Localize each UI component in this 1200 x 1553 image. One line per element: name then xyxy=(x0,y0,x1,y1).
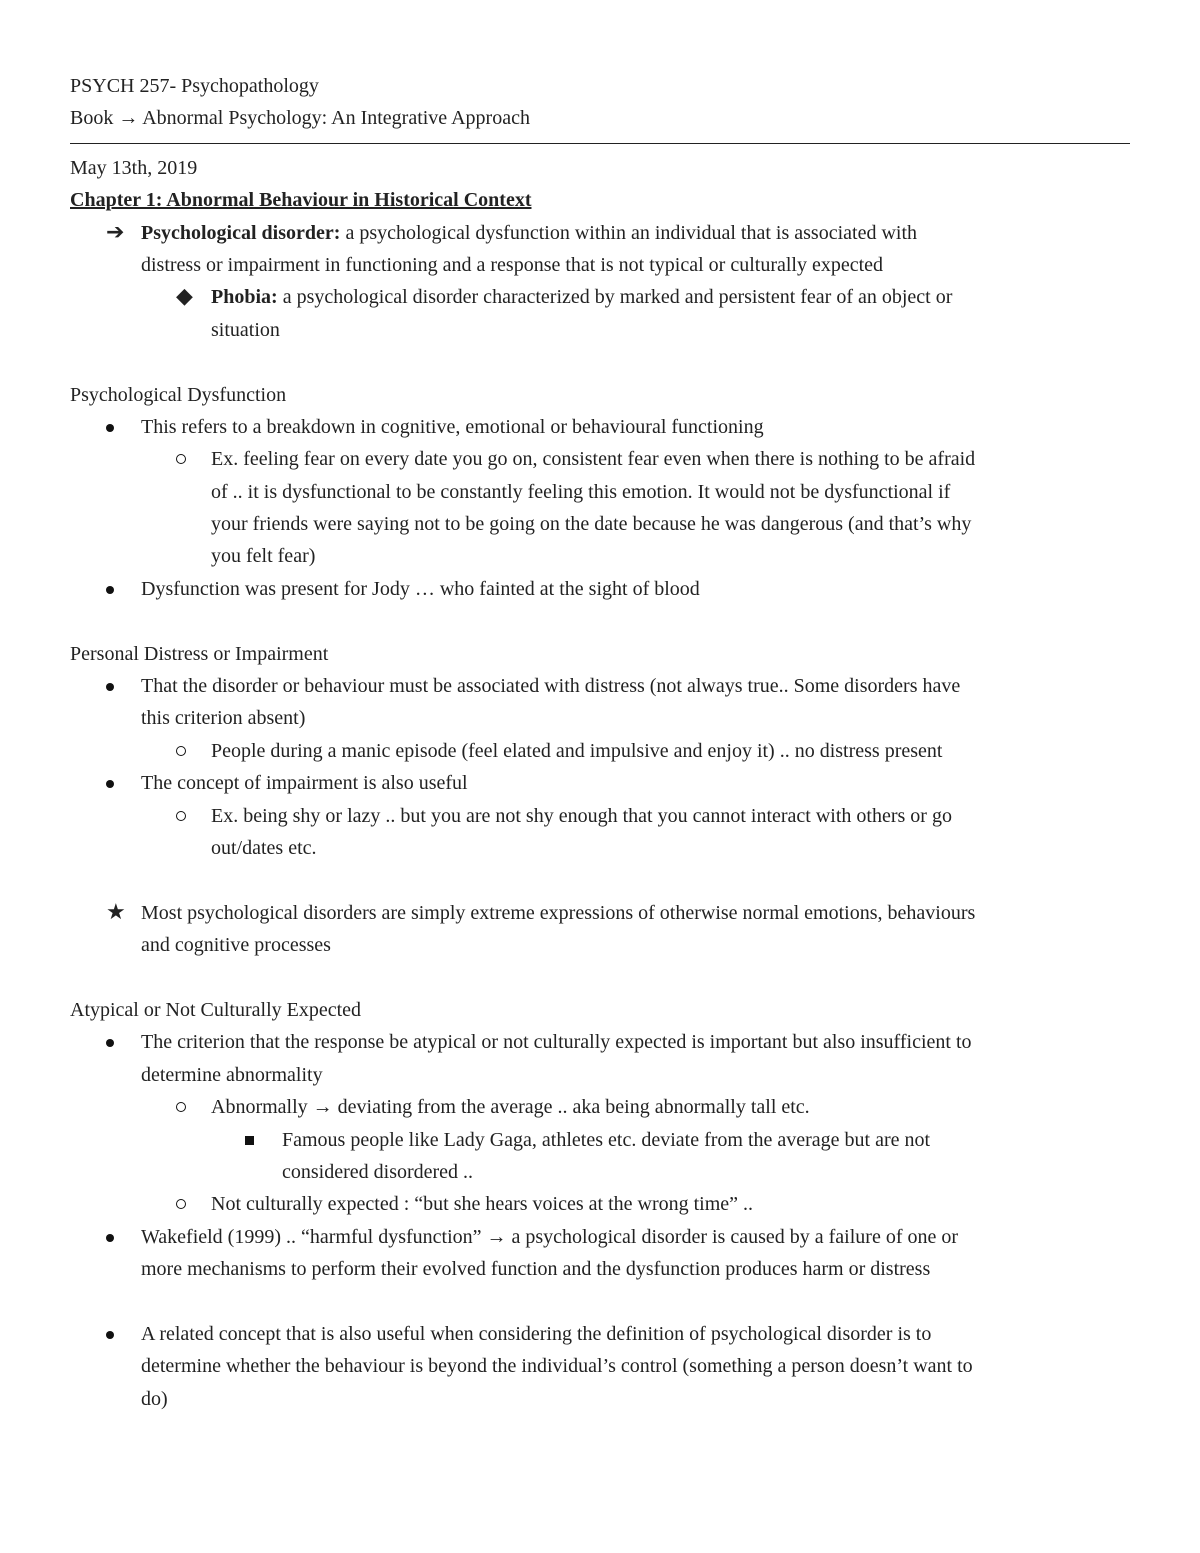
bullet-dot-icon xyxy=(106,1221,114,1253)
section-heading-distress: Personal Distress or Impairment xyxy=(70,642,329,665)
bullet-circle-icon xyxy=(176,800,186,832)
course-title: PSYCH 257- Psychopathology xyxy=(70,75,319,97)
bullet-dot-icon xyxy=(106,1026,114,1058)
list-item: Ex. feeling fear on every date you go on, consistent fear even when there is nothing to be afraid of .. it is dysfunctional to be constantly feeling this emotion. It would not be dysfunctional if your friends were saying not to be going on the date because he was dangerous (and that’s why you felt fear) xyxy=(70,443,1130,573)
definition-text: a psychological disorder characterized by marked and persistent fear of an object or xyxy=(277,286,953,309)
list-item: That the disorder or behaviour must be associated with distress (not always true.. Some disorders have this criterion absent) xyxy=(70,670,1130,735)
list-item: Wakefield (1999) .. “harmful dysfunction” → a psychological disorder is caused by a failure of one or more mechanisms to perform their evolved function and the dysfunction produces harm or distress xyxy=(70,1221,1130,1286)
bullet-dot-icon xyxy=(106,767,114,799)
key-point: ★ Most psychological disorders are simply extreme expressions of otherwise normal emotions, behaviours and cognitive processes xyxy=(70,897,1130,962)
bullet-dot-icon xyxy=(106,670,114,702)
list-item: Dysfunction was present for Jody … who fainted at the sight of blood xyxy=(70,573,1130,605)
list-item: Ex. being shy or lazy .. but you are not shy enough that you cannot interact with others or go out/dates etc. xyxy=(70,800,1130,865)
document-page xyxy=(70,70,1130,1415)
bullet-dot-icon xyxy=(106,411,114,443)
list-item: This refers to a breakdown in cognitive, emotional or behavioural functioning xyxy=(70,411,1130,443)
list-item: The criterion that the response be atypical or not culturally expected is important but also insufficient to determine abnormality xyxy=(70,1026,1130,1091)
bullet-circle-icon xyxy=(176,1188,186,1220)
star-bullet-icon: ★ xyxy=(106,899,126,925)
note-date: May 13th, 2019 xyxy=(70,156,198,179)
bullet-square-icon xyxy=(245,1124,254,1156)
definition-psychological-disorder xyxy=(70,217,1130,282)
definition-text: a psychological dysfunction within an individual that is associated with xyxy=(340,221,917,244)
bullet-dot-icon xyxy=(106,1318,114,1350)
term-psychological-disorder: Psychological disorder: xyxy=(141,221,341,244)
bullet-circle-icon xyxy=(176,1091,186,1123)
list-item: People during a manic episode (feel elated and impulsive and enjoy it) .. no distress present xyxy=(70,735,1130,767)
term-phobia: Phobia: xyxy=(211,286,278,309)
diamond-bullet-icon: ◆ xyxy=(176,284,193,310)
bullet-dot-icon xyxy=(106,573,114,605)
definition-text: distress or impairment in functioning and a response that is not typical or culturally expected xyxy=(141,253,884,276)
list-item: The concept of impairment is also useful xyxy=(70,767,1130,799)
section-heading-atypical: Atypical or Not Culturally Expected xyxy=(70,998,362,1021)
chapter-heading: Chapter 1: Abnormal Behaviour in Historical Context xyxy=(70,189,532,212)
definition-text: situation xyxy=(211,318,280,341)
arrow-bullet-icon: ➔ xyxy=(106,219,125,245)
section-heading-dysfunction: Psychological Dysfunction xyxy=(70,383,287,406)
bullet-circle-icon xyxy=(176,443,186,475)
definition-phobia xyxy=(70,281,1130,346)
list-item: A related concept that is also useful when considering the definition of psychological disorder is to determine whether the behaviour is beyond the individual’s control (something a person doesn’t want to do) xyxy=(70,1318,1130,1415)
book-title: Book → Abnormal Psychology: An Integrative Approach xyxy=(70,107,530,130)
horizontal-rule xyxy=(70,143,1130,144)
list-item: Abnormally → deviating from the average .. aka being abnormally tall etc. xyxy=(70,1091,1130,1123)
list-item: Famous people like Lady Gaga, athletes etc. deviate from the average but are not considered disordered .. xyxy=(70,1124,1130,1189)
list-item: Not culturally expected : “but she hears voices at the wrong time” .. xyxy=(70,1188,1130,1220)
bullet-circle-icon xyxy=(176,735,186,767)
